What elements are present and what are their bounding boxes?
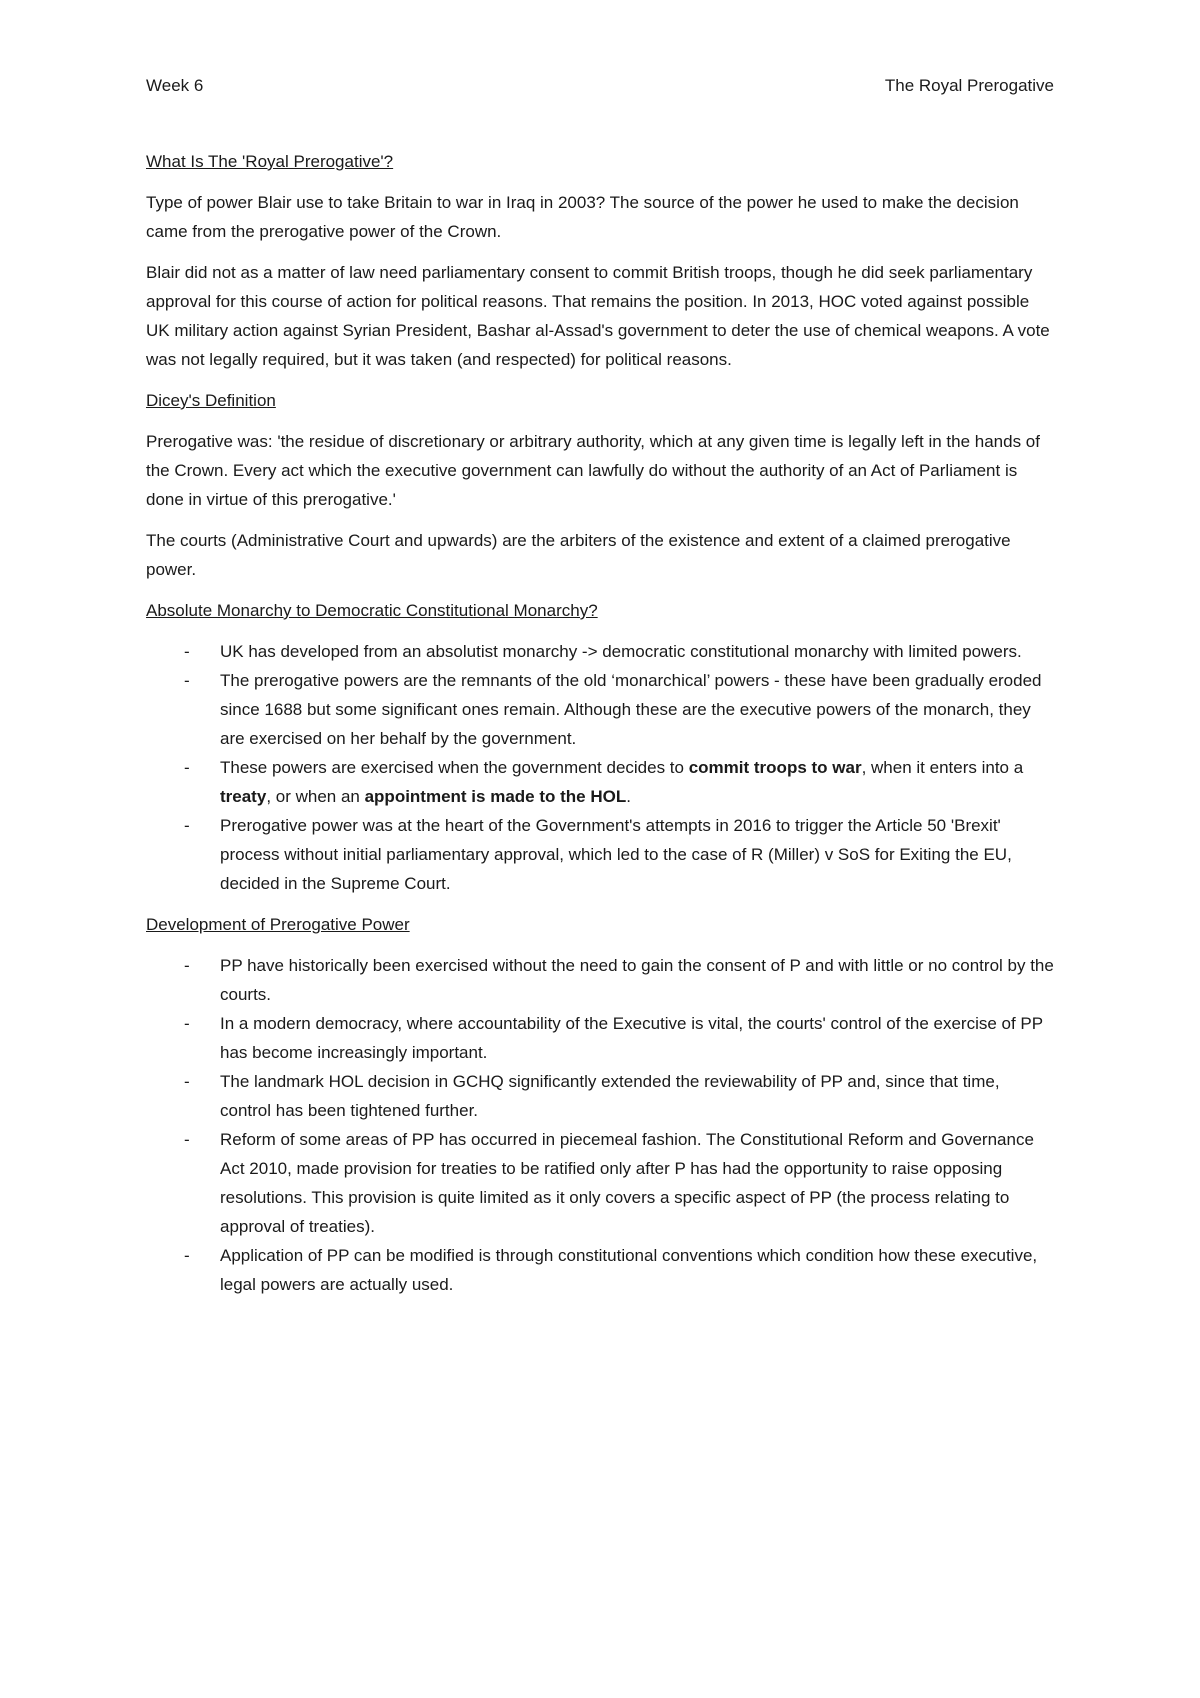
paragraph-courts-arbiters: The courts (Administrative Court and upwards) are the arbiters of the existence and extent of a claimed prerogative power. <box>146 531 1011 579</box>
header-title: The Royal Prerogative <box>884 76 1054 95</box>
list-item <box>146 666 1054 753</box>
list-item-text: Reform of some areas of PP has occurred in piecemeal fashion. The Constitutional Reform and Governance Act 2010, made provision for treaties to be ratified only after P has had the opportunity to raise opposing resolutions. This provision is quite limited as it only covers a specific aspect of PP (the process relating to approval of treaties). <box>220 1130 1034 1236</box>
list-item <box>146 637 1054 666</box>
dash-bullet: - <box>184 1072 190 1091</box>
list-item-text: PP have historically been exercised without the need to gain the consent of P and with little or no control by the courts. <box>220 956 1054 1004</box>
text-run: These powers are exercised when the government decides to <box>220 758 689 777</box>
dash-bullet: - <box>184 1014 190 1033</box>
dash-bullet: - <box>184 642 190 661</box>
paragraph-dicey-definition: Prerogative was: 'the residue of discretionary or arbitrary authority, which at any given time is legally left in the hands of the Crown. Every act which the executive government can lawfully do without the authority of an Act of Parliament is done in virtue of this prerogative.' <box>146 432 1040 509</box>
dash-bullet: - <box>184 671 190 690</box>
section-heading-monarchy: Absolute Monarchy to Democratic Constitutional Monarchy? <box>146 601 598 620</box>
text-run: , or when an <box>266 787 365 806</box>
text-run: , when it enters into a <box>861 758 1024 777</box>
list-item-text: Application of PP can be modified is through constitutional conventions which condition how these executive, legal powers are actually used. <box>220 1246 1038 1294</box>
dash-bullet: - <box>184 1130 190 1149</box>
list-item <box>146 1067 1054 1125</box>
dash-bullet: - <box>184 1246 190 1265</box>
text-run: . <box>626 787 631 806</box>
list-item-text <box>220 758 1023 806</box>
list-item <box>146 811 1054 898</box>
list-item-text: Prerogative power was at the heart of the Government's attempts in 2016 to trigger the Article 50 'Brexit' process without initial parliamentary approval, which led to the case of R (Miller) v SoS for Exiting the EU, decided in the Supreme Court. <box>220 816 1012 893</box>
list-item-text: UK has developed from an absolutist monarchy -> democratic constitutional monarchy with limited powers. <box>220 642 1022 661</box>
list-item <box>146 951 1054 1009</box>
document-body <box>146 147 1054 1311</box>
list-item-text: The landmark HOL decision in GCHQ significantly extended the reviewability of PP and, since that time, control has been tightened further. <box>220 1072 1000 1120</box>
list-item <box>146 1009 1054 1067</box>
header-week: Week 6 <box>146 76 204 95</box>
development-list <box>146 951 1054 1299</box>
section-heading-dicey: Dicey's Definition <box>146 391 276 410</box>
monarchy-list <box>146 637 1054 898</box>
list-item-text: The prerogative powers are the remnants of the old ‘monarchical’ powers - these have been gradually eroded since 1688 but some significant ones remain. Although these are the executive powers of the monarch, they are exercised on her behalf by the government. <box>220 671 1042 748</box>
list-item <box>146 1241 1054 1299</box>
list-item <box>146 753 1054 811</box>
paragraph-blair-iraq: Type of power Blair use to take Britain to war in Iraq in 2003? The source of the power he used to make the decision came from the prerogative power of the Crown. <box>146 193 1019 241</box>
section-heading-royal-prerogative: What Is The 'Royal Prerogative'? <box>146 152 394 171</box>
bold-text-treaty: treaty <box>220 787 267 806</box>
dash-bullet: - <box>184 956 190 975</box>
dash-bullet: - <box>184 758 190 777</box>
list-item <box>146 1125 1054 1241</box>
paragraph-parliamentary-consent: Blair did not as a matter of law need parliamentary consent to commit British troops, though he did seek parliamentary approval for this course of action for political reasons. That remains the position. In 2013, HOC voted against possible UK military action against Syrian President, Bashar al-Assad's government to deter the use of chemical weapons. A vote was not legally required, but it was taken (and respected) for political reasons. <box>146 263 1050 369</box>
list-item-text: In a modern democracy, where accountability of the Executive is vital, the courts' control of the exercise of PP has become increasingly important. <box>220 1014 1043 1062</box>
bold-text-appointment: appointment is made to the HOL <box>364 787 627 806</box>
dash-bullet: - <box>184 816 190 835</box>
bold-text-troops: commit troops to war <box>688 758 862 777</box>
page-header <box>146 74 1054 98</box>
section-heading-development: Development of Prerogative Power <box>146 915 410 934</box>
